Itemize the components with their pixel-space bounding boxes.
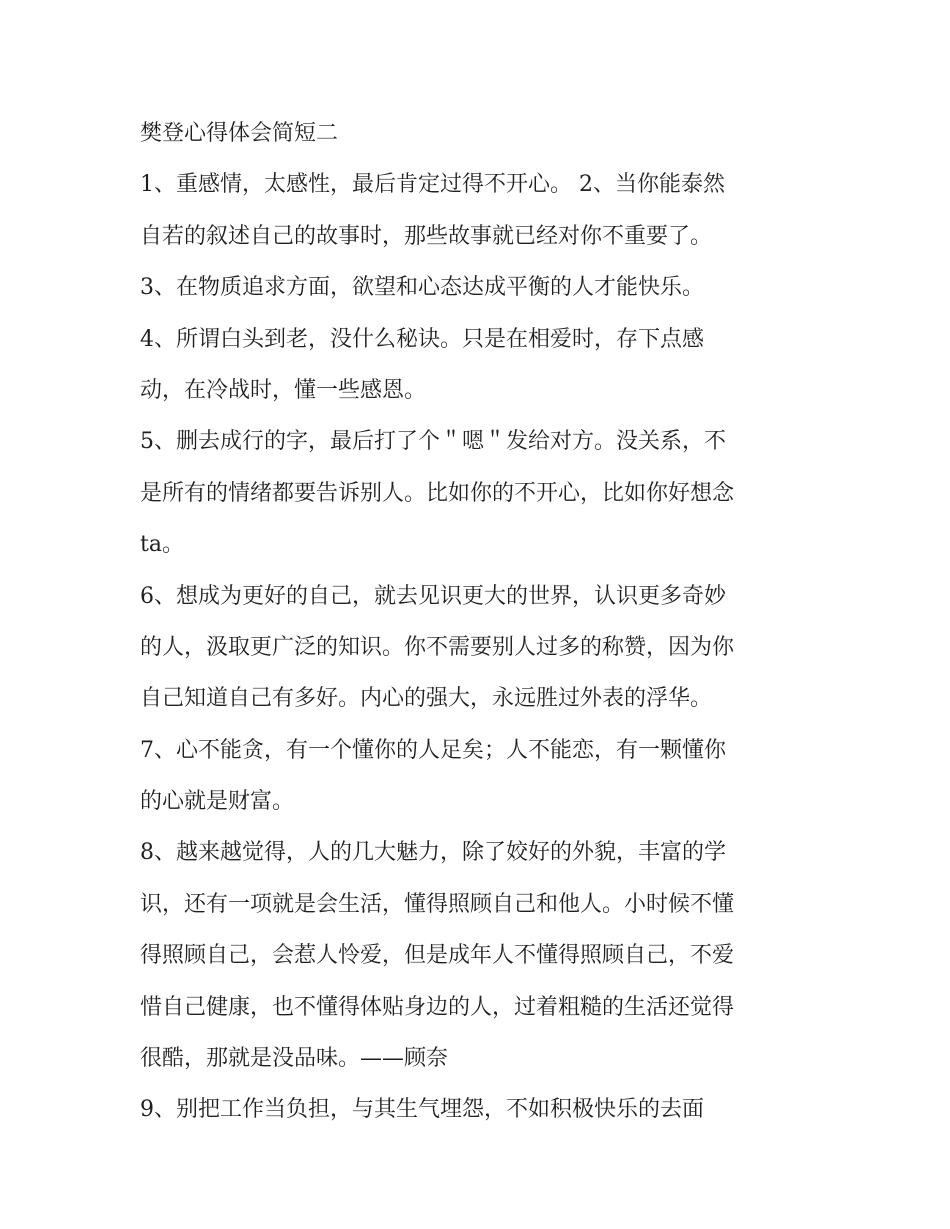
text-line: 自己知道自己有多好。内心的强大，永远胜过外表的浮华。 (140, 686, 713, 712)
text-line: 是所有的情绪都要告诉别人。比如你的不开心，比如你好想念 (140, 480, 735, 506)
text-line: 惜自己健康，也不懂得体贴身边的人，过着粗糙的生活还觉得 (140, 994, 735, 1020)
text-line: 4、所谓白头到老，没什么秘诀。只是在相爱时，存下点感 (140, 326, 704, 352)
text-line: 5、删去成行的字，最后打了个＂嗯＂发给对方。没关系，不 (140, 429, 726, 455)
document-body (140, 108, 820, 1136)
text-line: 7、心不能贪，有一个懂你的人足矣；人不能恋，有一颗懂你 (140, 737, 726, 763)
text-line: 3、在物质追求方面，欲望和心态达成平衡的人才能快乐。 (140, 275, 704, 301)
text-line: 6、想成为更好的自己，就去见识更大的世界，认识更多奇妙 (140, 583, 726, 609)
text-line: 动，在冷战时，懂一些感恩。 (140, 377, 427, 403)
text-line: 识，还有一项就是会生活，懂得照顾自己和他人。小时候不懂 (140, 891, 735, 917)
text-line: 1、重感情，太感性，最后肯定过得不开心。 2、当你能泰然 (140, 172, 725, 198)
text-line: 8、越来越觉得，人的几大魅力，除了姣好的外貌，丰富的学 (140, 840, 726, 866)
text-line: 很酷，那就是没品味。——顾奈 (140, 1046, 449, 1072)
text-line: 自若的叙述自己的故事时，那些故事就已经对你不重要了。 (140, 223, 713, 249)
text-line: 的人，汲取更广泛的知识。你不需要别人过多的称赞，因为你 (140, 634, 735, 660)
text-line: 得照顾自己，会惹人怜爱，但是成年人不懂得照顾自己，不爱 (140, 943, 735, 969)
text-line: 9、别把工作当负担，与其生气埋怨，不如积极快乐的去面 (140, 1097, 704, 1123)
text-line: ta。 (140, 532, 184, 558)
text-line: 的心就是财富。 (140, 789, 295, 815)
document-title: 樊登心得体会简短二 (140, 121, 339, 146)
